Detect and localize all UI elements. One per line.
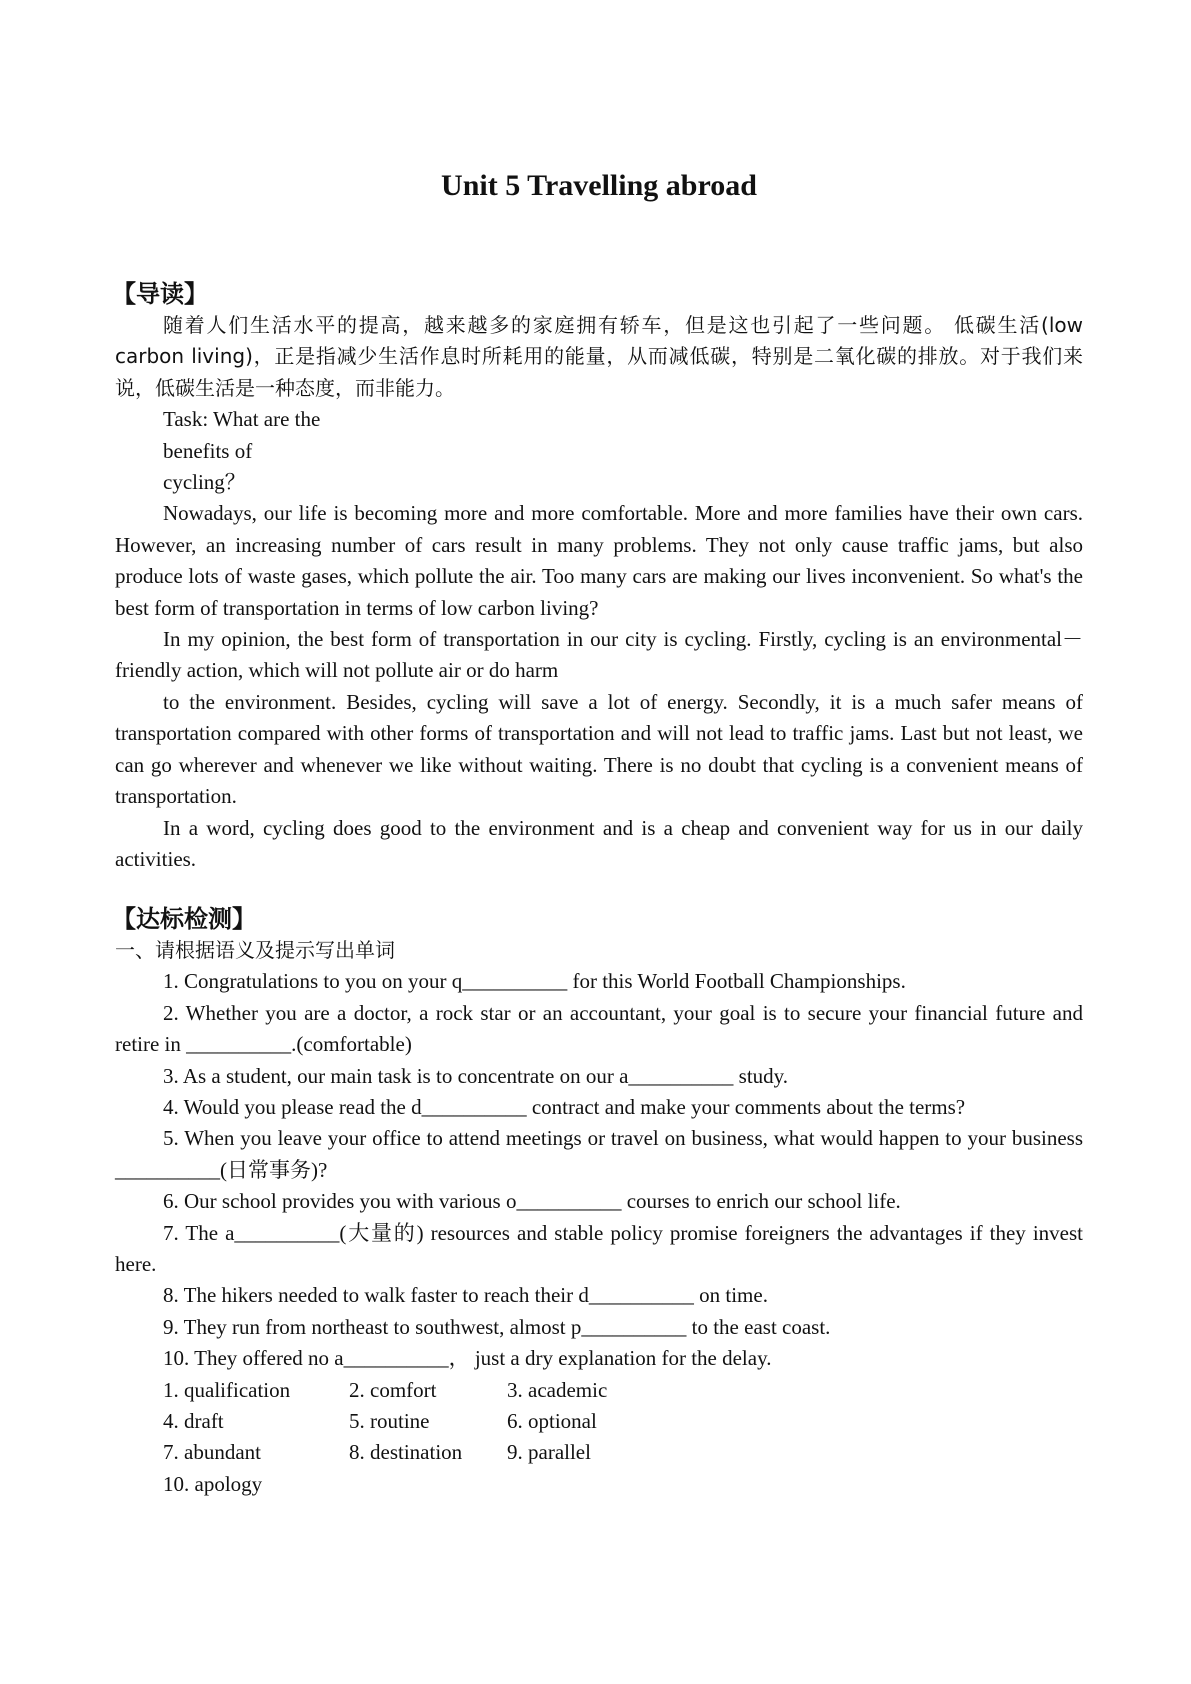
question-item: 6. Our school provides you with various o__________ courses to enrich our school life. <box>163 1189 901 1214</box>
question-item: 9. They run from northeast to southwest, almost p__________ to the east coast. <box>163 1314 831 1339</box>
answer-item: 1. qualification <box>163 1377 291 1402</box>
question-item: 2. Whether you are a doctor, a rock star or an accountant, your goal is to secure your financial future and retire in __________.(comfortable) <box>115 1000 1083 1057</box>
task-line: benefits of <box>163 438 253 463</box>
question-item: 7. The a__________(大量的) resources and stable policy promise foreigners the advantages if they invest here. <box>115 1220 1083 1277</box>
question-item: 5. When you leave your office to attend meetings or travel on business, what would happen to your business __________(日常事务)? <box>115 1126 1083 1182</box>
answer-row <box>163 1437 1083 1468</box>
essay-paragraph: In my opinion, the best form of transportation in our city is cycling. Firstly, cycling is an environmental－friendly action, which will not pollute air or do harm <box>115 627 1083 683</box>
answer-item: 10. apology <box>163 1471 263 1496</box>
question-item: 10. They offered no a__________， just a dry explanation for the delay. <box>163 1346 772 1371</box>
task-line: Task: What are the <box>163 407 321 432</box>
answer-row <box>163 1406 1083 1437</box>
intro-section <box>112 278 1083 875</box>
answer-item: 3. academic <box>507 1377 608 1402</box>
answer-item: 5. routine <box>349 1409 430 1434</box>
question-item: 3. As a student, our main task is to concentrate on our a__________ study. <box>163 1063 789 1088</box>
answer-row <box>163 1375 1083 1406</box>
check-heading: 【达标检测】 <box>112 905 256 933</box>
check-instruction: 一、请根据语义及提示写出单词 <box>115 938 395 962</box>
answer-item: 6. optional <box>507 1409 597 1434</box>
essay-paragraph: In a word, cycling does good to the environment and is a cheap and convenient way for us in our daily activities. <box>115 815 1083 871</box>
answer-item: 2. comfort <box>349 1377 437 1402</box>
question-list <box>115 966 1083 1374</box>
answer-item: 8. destination <box>349 1440 463 1465</box>
answer-item: 7. abundant <box>163 1440 261 1465</box>
task-line: cycling？ <box>163 470 246 495</box>
page-title: Unit 5 Travelling abroad <box>441 169 757 202</box>
answer-item: 4. draft <box>163 1409 224 1434</box>
answer-item: 9. parallel <box>507 1440 591 1465</box>
answer-row <box>163 1469 1083 1500</box>
check-section <box>112 903 1083 1500</box>
essay-paragraph: Nowadays, our life is becoming more and more comfortable. More and more families have their own cars. However, an increasing number of cars result in many problems. They not only cause traffic jams, but also produce lots of waste gases, which pollute the air. Too many cars are making our lives inconvenient. So what's the best form of transportation in terms of low carbon living? <box>115 501 1083 620</box>
question-item: 8. The hikers needed to walk faster to reach their d__________ on time. <box>163 1283 768 1308</box>
task-block <box>115 404 1083 498</box>
answer-key <box>115 1375 1083 1501</box>
question-item: 1. Congratulations to you on your q__________ for this World Football Championships. <box>163 969 906 994</box>
essay-paragraph: to the environment. Besides, cycling will save a lot of energy. Secondly, it is a much safer means of transportation compared with other forms of transportation and will not lead to traffic jams. Last but not least, we can go wherever and whenever we like without waiting. There is no doubt that cycling is a convenient means of transportation. <box>115 689 1083 809</box>
intro-heading: 【导读】 <box>112 280 208 308</box>
intro-paragraph: 随着人们生活水平的提高，越来越多的家庭拥有轿车，但是这也引起了一些问题。 低碳生活(low carbon living)，正是指减少生活作息时所耗用的能量，从而减低碳，特别是二氧化碳的排放。对于我们来说，低碳生活是一种态度，而非能力。 <box>115 313 1083 400</box>
question-item: 4. Would you please read the d__________ contract and make your comments about the terms? <box>163 1095 966 1120</box>
